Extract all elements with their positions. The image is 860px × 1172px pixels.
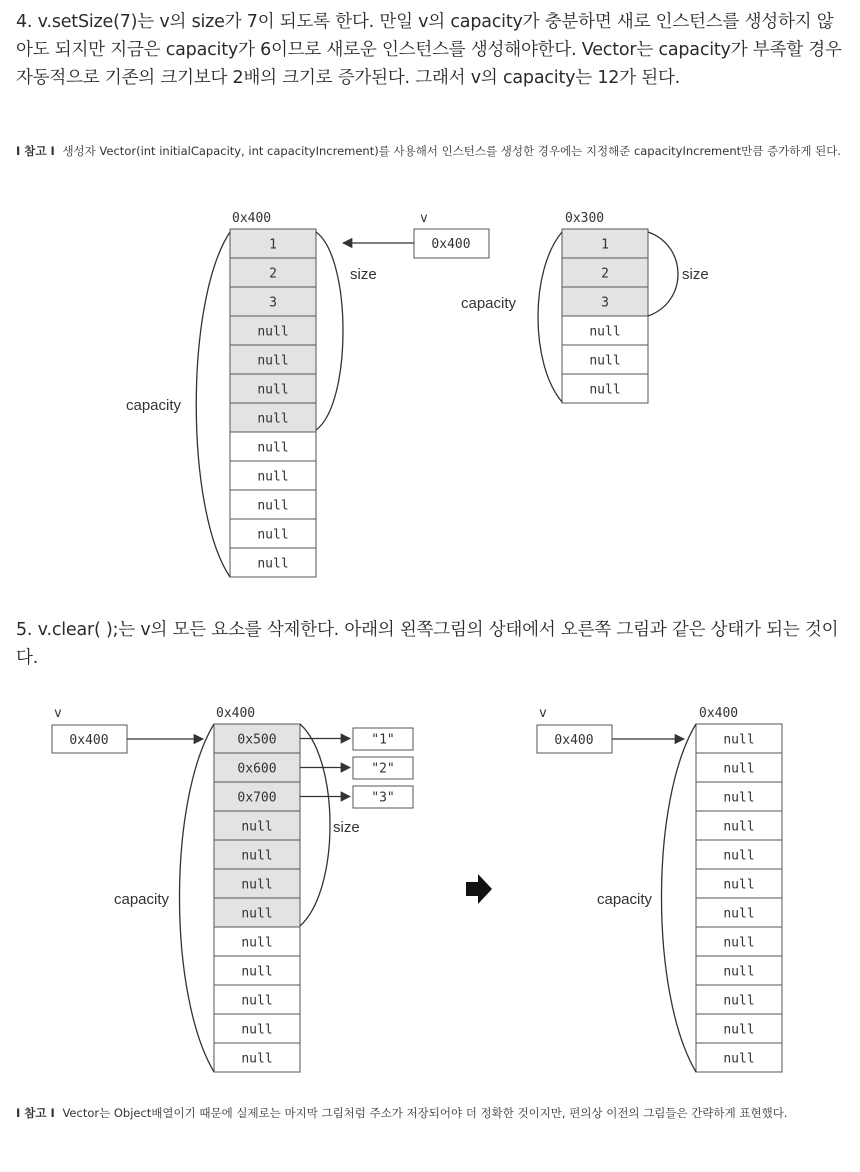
d2-right-cell-value: null bbox=[723, 906, 755, 922]
d1-left-cell-value: null bbox=[257, 324, 289, 340]
d2-right-cell-value: null bbox=[723, 964, 755, 980]
d2-right-var-label: v bbox=[539, 706, 547, 721]
d2-left-cell-value: null bbox=[241, 877, 273, 893]
d1-left-array bbox=[230, 229, 316, 577]
d2-right-cell-value: null bbox=[723, 877, 755, 893]
d1-left-cell-value: null bbox=[257, 382, 289, 398]
d2-right-cell-value: null bbox=[723, 993, 755, 1009]
d1-left-cell-value: null bbox=[257, 556, 289, 572]
d2-left-cell-value: null bbox=[241, 1051, 273, 1067]
d2-right-ref-value: 0x400 bbox=[554, 733, 594, 748]
d1-left-cell-value: null bbox=[257, 527, 289, 543]
d2-left-cell-value: null bbox=[241, 906, 273, 922]
d2-right-capacity-brace bbox=[662, 724, 697, 1072]
right-arrow-icon bbox=[466, 874, 492, 904]
section5-paragraph: 5. v.clear( );는 v의 모든 요소를 삭제한다. 아래의 왼쪽그림의 상태에서 오른쪽 그림과 같은 상태가 되는 것이다. bbox=[16, 620, 839, 668]
d1-left-cell-value: 1 bbox=[269, 237, 277, 253]
d1-left-cell-value: null bbox=[257, 469, 289, 485]
d2-left-cell-value: null bbox=[241, 964, 273, 980]
d1-left-capacity-brace bbox=[196, 232, 230, 577]
d2-left-cell-value: null bbox=[241, 819, 273, 835]
d2-right-cell-value: null bbox=[723, 819, 755, 835]
d1-right-capacity-label: capacity bbox=[461, 295, 517, 312]
d2-right-cell-value: null bbox=[723, 935, 755, 951]
d2-object-value: "1" bbox=[371, 732, 395, 748]
note2-tag: I 참고 I bbox=[16, 1106, 55, 1120]
d2-right-cell-value: null bbox=[723, 732, 755, 748]
diagram2 bbox=[52, 706, 782, 1072]
d2-left-cell-value: null bbox=[241, 1022, 273, 1038]
d2-left-capacity-brace bbox=[180, 724, 215, 1072]
d2-right-cell-value: null bbox=[723, 761, 755, 777]
d1-left-capacity-label: capacity bbox=[126, 397, 182, 414]
d1-left-address: 0x400 bbox=[232, 211, 272, 226]
d2-right-cell-value: null bbox=[723, 1051, 755, 1067]
note1-tag: I 참고 I bbox=[16, 144, 55, 158]
d2-right-capacity-label: capacity bbox=[597, 891, 653, 908]
d1-left-size-brace bbox=[316, 232, 343, 430]
d2-object-value: "3" bbox=[371, 790, 395, 806]
d1-right-array bbox=[562, 229, 648, 403]
d1-left-cell-value: 2 bbox=[269, 266, 277, 282]
section4-paragraph: 4. v.setSize(7)는 v의 size가 7이 되도록 한다. 만일 v의 capacity가 충분하면 새로 인스턴스를 생성하지 않아도 되지만 지금은 capacity가 6이므로 새로운 인스턴스를 생성해야한다. Vector는 capacity가 부족할 경우 자동적으로 기존의 크기보다 2배의 크기로 증가된다. 그래서 v의 capacity는 12가 된다. bbox=[16, 12, 842, 88]
d1-right-size-label: size bbox=[682, 266, 709, 283]
d2-left-cell-value: 0x700 bbox=[237, 790, 277, 806]
d2-left-cell-value: 0x500 bbox=[237, 732, 277, 748]
d2-object-value: "2" bbox=[371, 761, 395, 777]
d2-left-cell-value: null bbox=[241, 848, 273, 864]
d1-right-address: 0x300 bbox=[565, 211, 605, 226]
diagram1 bbox=[126, 211, 709, 577]
d1-left-cell-value: null bbox=[257, 440, 289, 456]
d1-right-cell-value: 1 bbox=[601, 237, 609, 253]
d1-left-size-label: size bbox=[350, 266, 377, 283]
d2-right-cell-value: null bbox=[723, 790, 755, 806]
note1-text: 생성자 Vector(int initialCapacity, int capacityIncrement)를 사용해서 인스턴스를 생성한 경우에는 지정해준 capacityIncrement만큼 증가하게 된다. bbox=[62, 144, 841, 158]
d2-objects bbox=[300, 728, 413, 808]
d1-ref-value: 0x400 bbox=[431, 237, 471, 252]
d1-right-cell-value: 2 bbox=[601, 266, 609, 282]
d2-left-cell-value: null bbox=[241, 935, 273, 951]
d1-left-cell-value: null bbox=[257, 353, 289, 369]
d2-left-capacity-label: capacity bbox=[114, 891, 170, 908]
d2-right-cell-value: null bbox=[723, 1022, 755, 1038]
d2-left-array bbox=[214, 724, 300, 1072]
d2-left-cell-value: null bbox=[241, 993, 273, 1009]
d1-right-cell-value: 3 bbox=[601, 295, 609, 311]
d1-var-label: v bbox=[420, 211, 428, 226]
d1-right-size-brace bbox=[648, 232, 678, 316]
note2-text: Vector는 Object배열이기 때문에 실제로는 마지막 그림처럼 주소가 저장되어야 더 정확한 것이지만, 편의상 이전의 그림들은 간략하게 표현했다. bbox=[62, 1106, 788, 1120]
d2-right-address: 0x400 bbox=[699, 706, 739, 721]
d2-left-address: 0x400 bbox=[216, 706, 256, 721]
d2-left-cell-value: 0x600 bbox=[237, 761, 277, 777]
d2-left-ref-value: 0x400 bbox=[69, 733, 109, 748]
d1-right-cell-value: null bbox=[589, 382, 621, 398]
d1-right-cell-value: null bbox=[589, 324, 621, 340]
d1-left-cell-value: 3 bbox=[269, 295, 277, 311]
d1-right-capacity-brace bbox=[538, 232, 562, 402]
d2-left-var-label: v bbox=[54, 706, 62, 721]
d2-left-size-label: size bbox=[333, 819, 360, 836]
d2-right-cell-value: null bbox=[723, 848, 755, 864]
d1-left-cell-value: null bbox=[257, 498, 289, 514]
d1-left-cell-value: null bbox=[257, 411, 289, 427]
d2-left-size-brace bbox=[300, 724, 330, 926]
d2-right-array bbox=[696, 724, 782, 1072]
d1-right-cell-value: null bbox=[589, 353, 621, 369]
